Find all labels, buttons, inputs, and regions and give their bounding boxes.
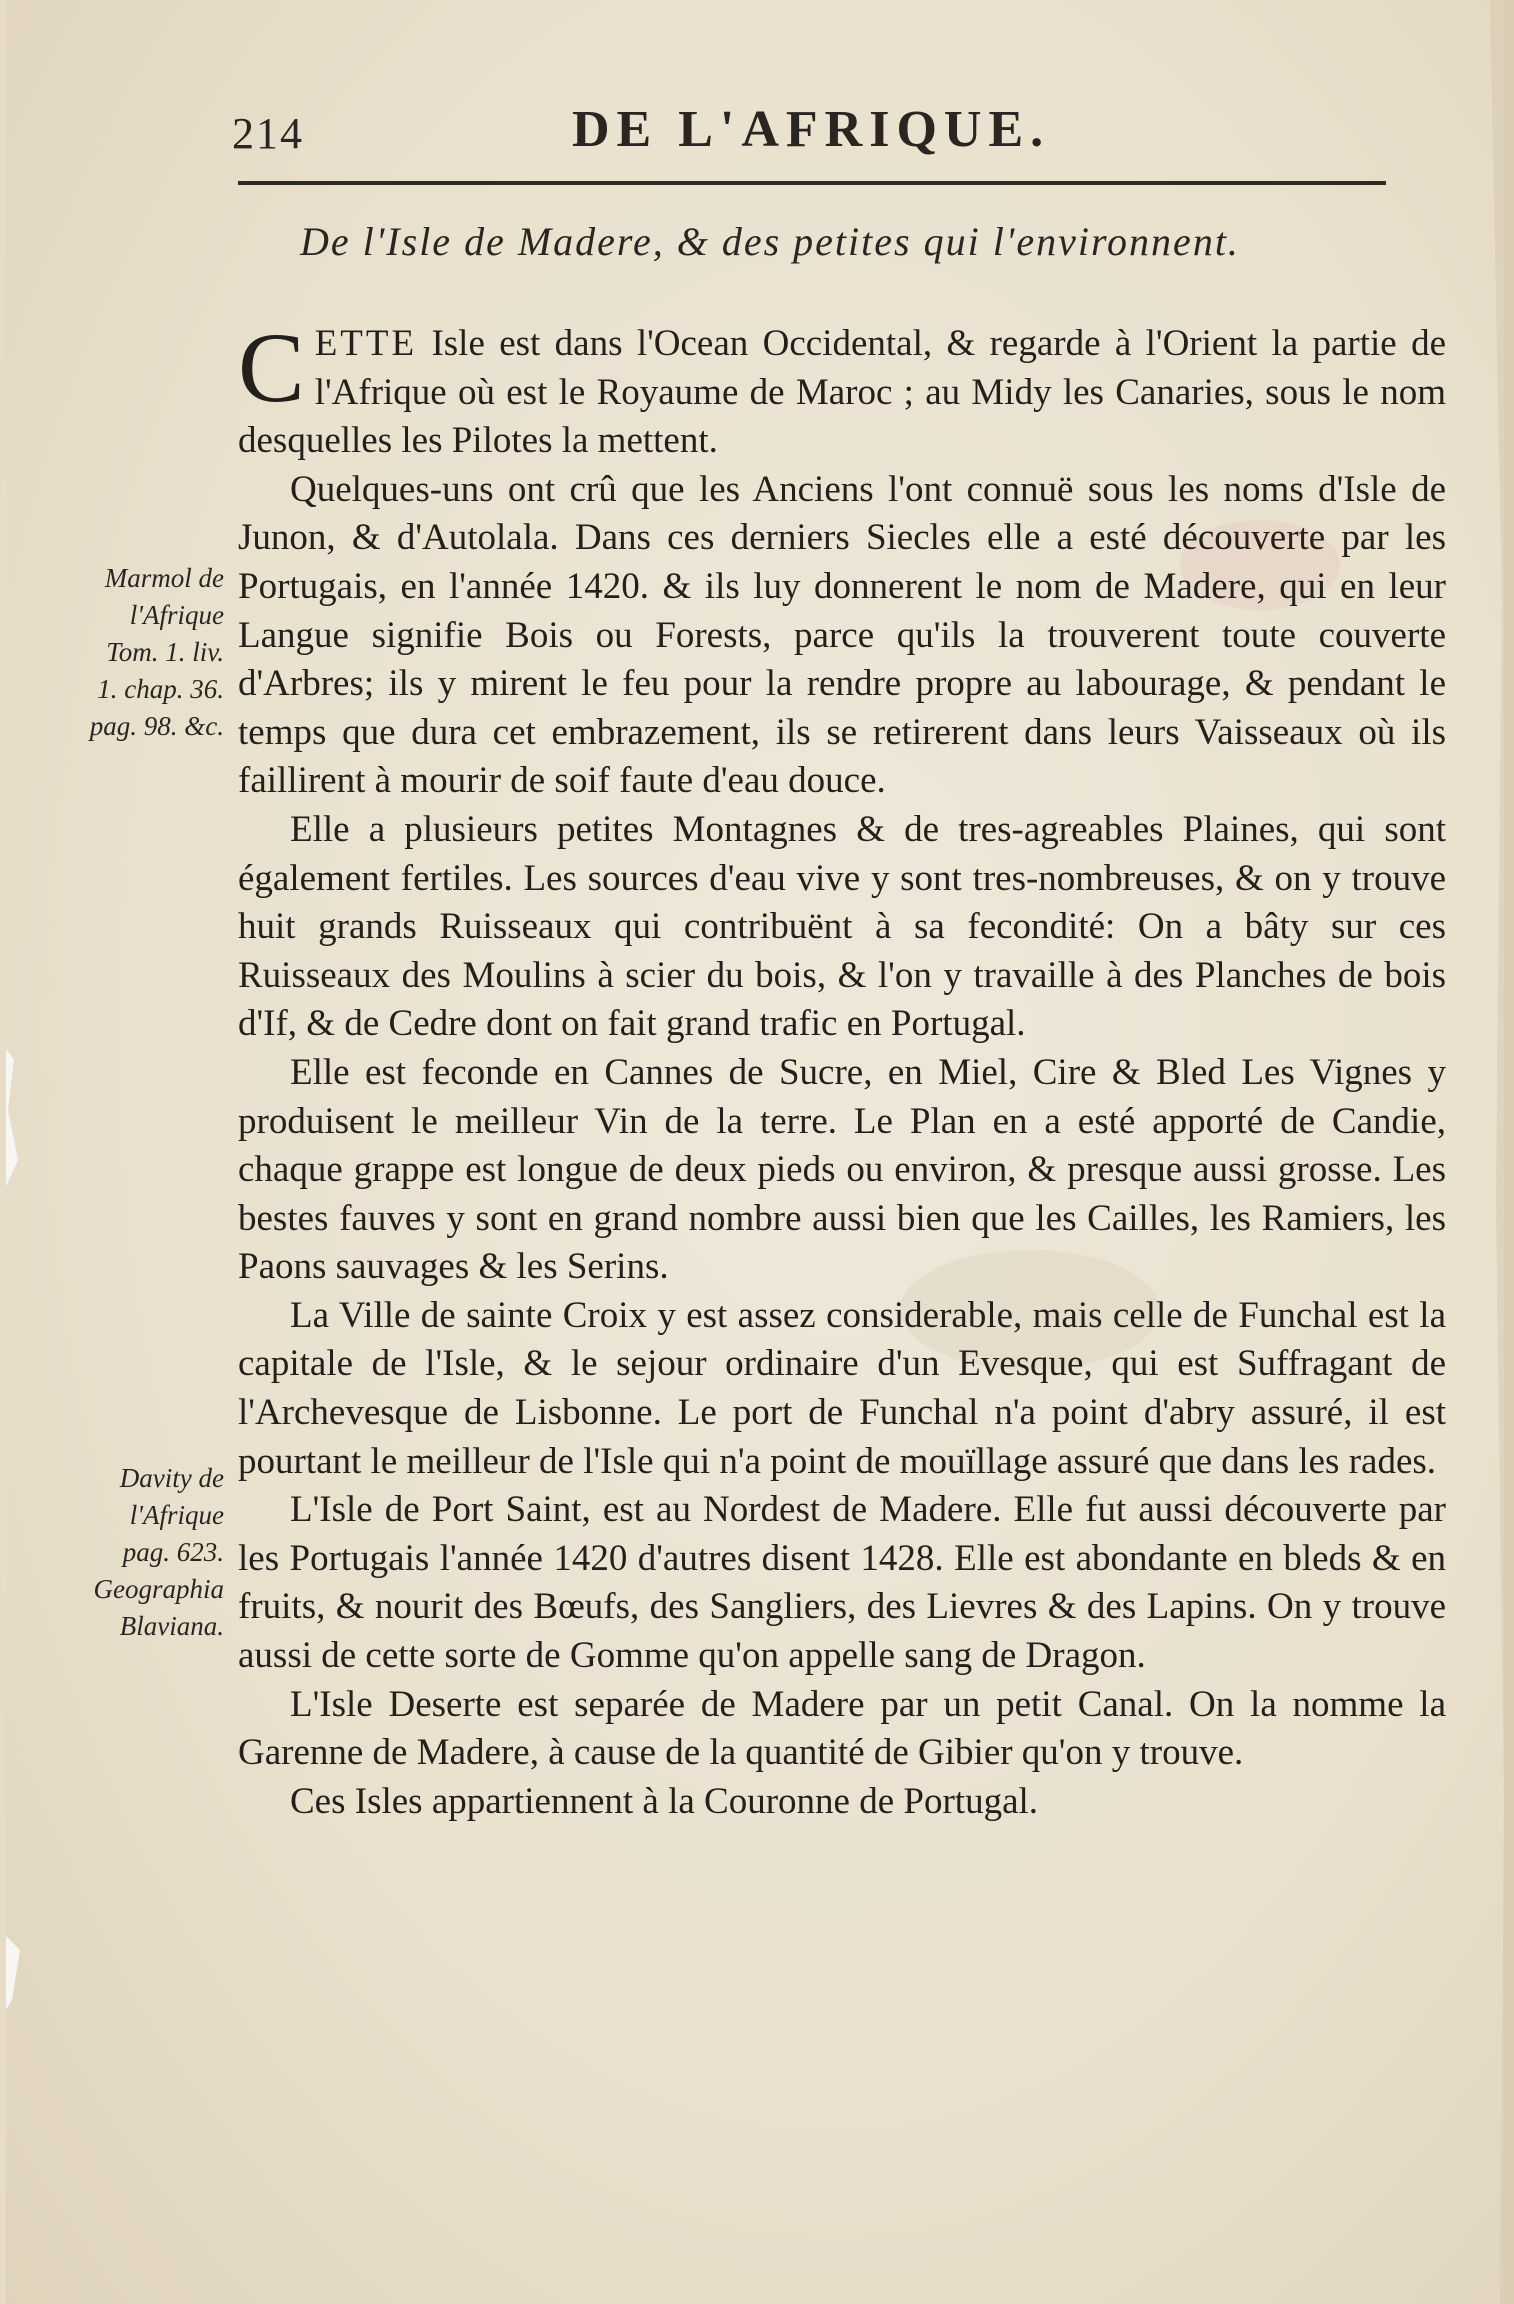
drop-cap: C: [238, 312, 305, 423]
running-head: DE L'AFRIQUE.: [572, 101, 1051, 158]
paragraph-text: Isle est dans l'Ocean Occidental, & regarde à l'Orient la partie de l'Afrique où est le Royaume de Maroc ; au Midy les Canaries, sous le nom desquelles les Pilotes la mettent.: [238, 323, 1446, 462]
paragraph: Elle a plusieurs petites Montagnes & de tres-agreables Plaines, qui sont également fertiles. Les sources d'eau vive y sont tres-nombreuses, & on y trouve huit grands Ruisseaux qui contribuënt à sa fecondité: On a bâty sur ces Ruisseaux des Moulins à scier du bois, & l'on y travaille à des Planches de bois d'If, & de Cedre dont on fait grand trafic en Portugal.: [238, 808, 1446, 1045]
margin-note: Davity de l'Afrique pag. 623. Geographia Blaviana.: [93, 1463, 224, 1641]
paragraph: Elle est feconde en Cannes de Sucre, en Miel, Cire & Bled Les Vignes y produisent le meilleur Vin de la terre. Le Plan en a esté apporté de Candie, chaque grappe est longue de deux pieds ou environ, & presque aussi grosse. Les bestes fauves y sont en grand nombre aussi bien que les Cailles, les Ramiers, les Paons sauvages & les Serins.: [238, 1051, 1446, 1288]
paragraph: Ces Isles appartiennent à la Couronne de Portugal.: [290, 1780, 1039, 1822]
paragraph: La Ville de sainte Croix y est assez considerable, mais celle de Funchal est la capitale de l'Isle, & le sejour ordinaire d'un Evesque, qui est Suffragant de l'Archevesque de Lisbonne. Le port de Funchal n'a point d'abry assuré, il est pourtant le meilleur de l'Isle qui n'a point de mouïllage assuré que dans les rades.: [238, 1294, 1446, 1482]
body-text: [238, 312, 1446, 1826]
first-word-small-caps: ETTE: [314, 323, 418, 364]
paragraph: L'Isle de Port Saint, est au Nordest de Madere. Elle fut aussi découverte par les Portugais l'année 1420 d'autres disent 1428. Elle est abondante en bleds & en fruits, & nourit des Bœufs, des Sangliers, des Lievres & des Lapins. On y trouve aussi de cette sorte de Gomme qu'on appelle sang de Dragon.: [238, 1489, 1446, 1677]
margin-note: Marmol de l'Afrique Tom. 1. liv. 1. chap. 36. pag. 98. &c.: [89, 563, 224, 741]
section-title: De l'Isle de Madere, & des petites qui l'environnent.: [300, 219, 1240, 264]
header-rule: [238, 181, 1386, 185]
page-number: 214: [232, 109, 304, 158]
paragraph: L'Isle Deserte est separée de Madere par un petit Canal. On la nomme la Garenne de Madere, à cause de la quantité de Gibier qu'on y trouve.: [238, 1683, 1446, 1774]
paragraph: Quelques-uns ont crû que les Anciens l'ont connuë sous les noms d'Isle de Junon, & d'Autolala. Dans ces derniers Siecles elle a esté découverte par les Portugais, en l'année 1420. & ils luy donnerent le nom de Madere, qui en leur Langue signifie Bois ou Forests, parce qu'ils la trouverent toute couverte d'Arbres; ils y mirent le feu pour la rendre propre au labourage, & pendant le temps que dura cet embrazement, ils se retirerent dans leurs Vaisseaux où ils faillirent à mourir de soif faute d'eau douce.: [238, 468, 1446, 802]
paragraph: [238, 312, 1446, 466]
page-header: [232, 100, 1392, 170]
